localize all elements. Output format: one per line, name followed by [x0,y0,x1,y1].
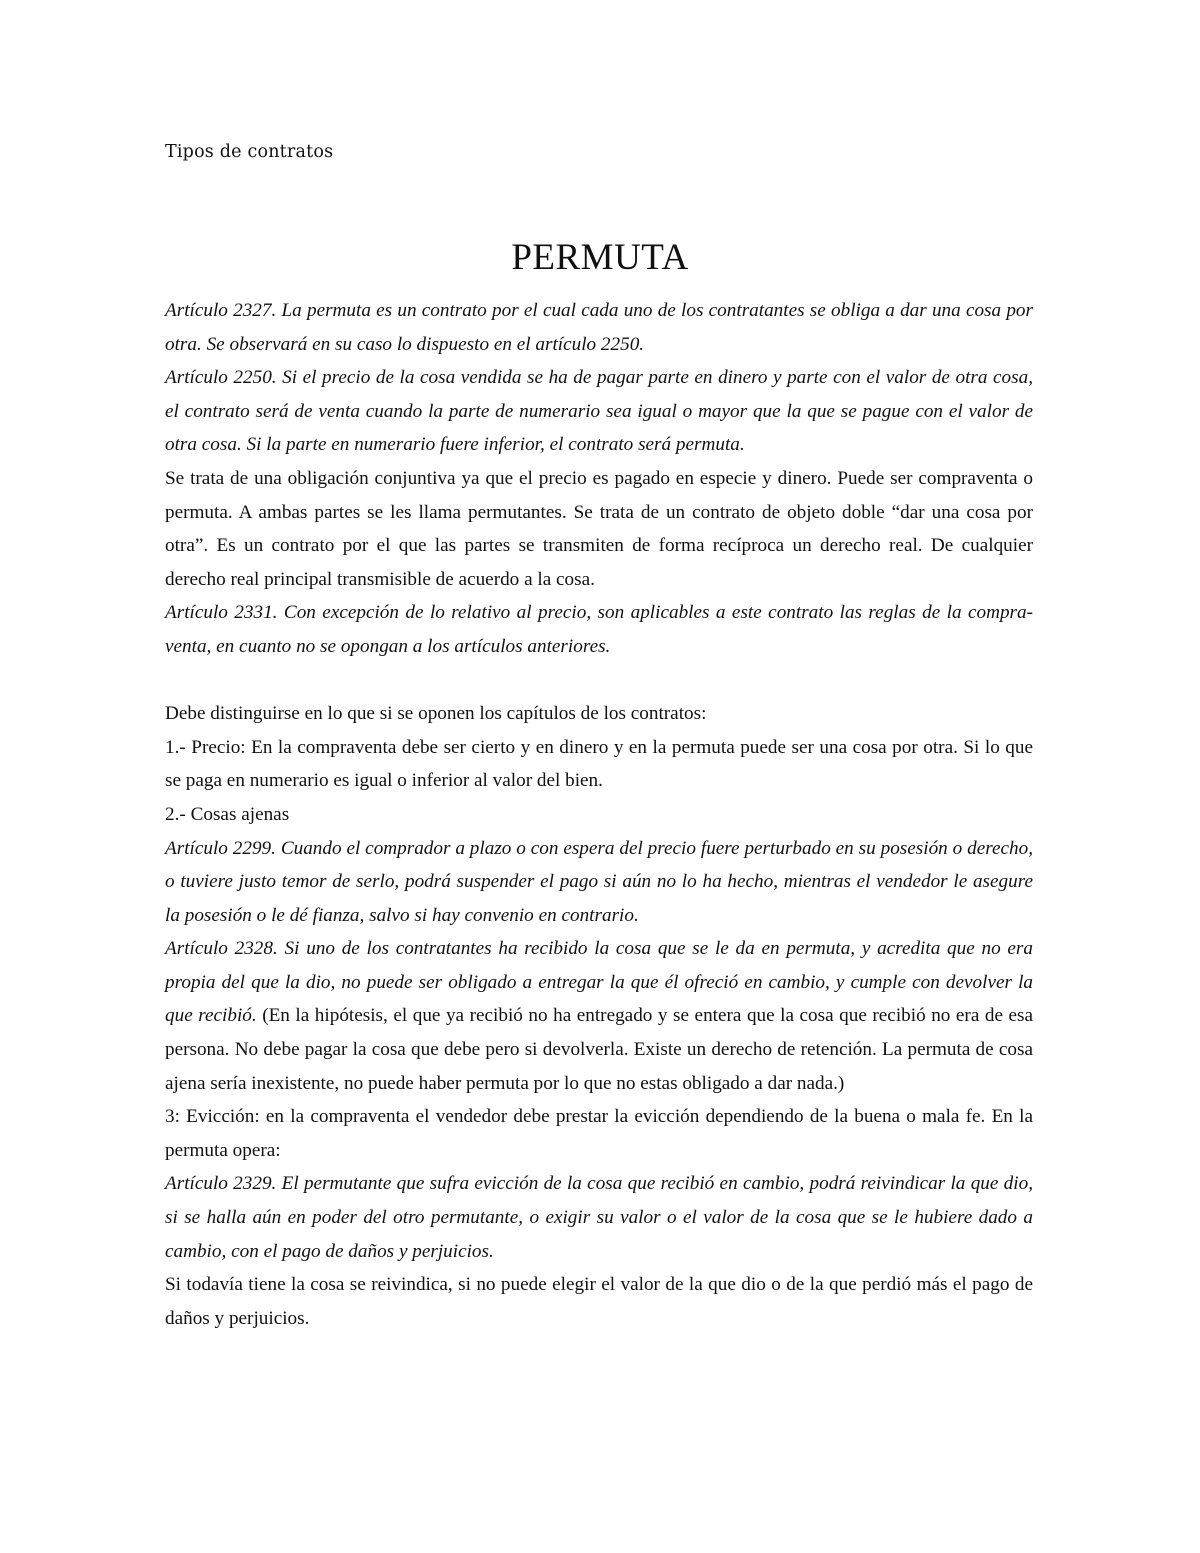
paragraph-eviccion: 3: Evicción: en la compraventa el vendedor debe prestar la evicción dependiendo de la buena o mala fe. En la permuta opera: [165,1106,1033,1161]
article-2328-commentary: (En la hipótesis, el que ya recibió no ha entregado y se entera que la cosa que recibió no era de esa persona. No debe pagar la cosa que debe pero si devolverla. Existe un derecho de retención. La permuta de cosa ajena sería inexistente, no puede haber permuta por lo que no estas obligado a dar nada.) [165,1005,1033,1094]
paragraph-cosas-ajenas: 2.- Cosas ajenas [165,803,290,825]
document-body [165,294,1033,1335]
paragraph-obligacion-conjuntiva: Se trata de una obligación conjuntiva ya que el precio es pagado en especie y dinero. Puede ser compraventa o permuta. A ambas partes se les llama permutantes. Se trata de un contrato de objeto doble “dar una cosa por otra”. Es un contrato por el que las partes se transmiten de forma recíproca un derecho real. De cualquier derecho real principal transmisible de acuerdo a la cosa. [165,467,1033,590]
paragraph-spacer [165,664,1033,698]
article-2328-quote: Artículo 2328. Si uno de los contratantes ha recibido la cosa que se le da en permuta, y acredita que no era propia del que la dio, no puede ser obligado a entregar la que él ofreció en cambio, y cumple con devolver la que recibió. [165,938,1033,1027]
paragraph-article-2327: Artículo 2327. La permuta es un contrato por el cual cada uno de los contratantes se obliga a dar una cosa por otra. Se observará en su caso lo dispuesto en el artículo 2250. [165,300,1033,355]
paragraph-reivindica: Si todavía tiene la cosa se reivindica, si no puede elegir el valor de la que dio o de la que perdió más el pago de daños y perjuicios. [165,1274,1033,1329]
paragraph-article-2250: Artículo 2250. Si el precio de la cosa vendida se ha de pagar parte en dinero y parte con el valor de otra cosa, el contrato será de venta cuando la parte de numerario sea igual o mayor que la que se pague con el valor de otra cosa. Si la parte en numerario fuere inferior, el contrato será permuta. [165,367,1033,456]
document-title: PERMUTA [511,237,689,278]
paragraph-article-2299: Artículo 2299. Cuando el comprador a plazo o con espera del precio fuere perturbado en su posesión o derecho, o tuviere justo temor de serlo, podrá suspender el pago si aún no lo ha hecho, mientras el vendedor le asegure la posesión o le dé fianza, salvo si hay convenio en contrario. [165,837,1033,926]
paragraph-article-2328 [165,932,1033,1100]
paragraph-precio: 1.- Precio: En la compraventa debe ser cierto y en dinero y en la permuta puede ser una cosa por otra. Si lo que se paga en numerario es igual o inferior al valor del bien. [165,736,1033,792]
paragraph-article-2331: Artículo 2331. Con excepción de lo relativo al precio, son aplicables a este contrato las reglas de la compra-venta, en cuanto no se opongan a los artículos anteriores. [165,602,1033,657]
paragraph-article-2329: Artículo 2329. El permutante que sufra evicción de la cosa que recibió en cambio, podrá reivindicar la que dio, si se halla aún en poder del otro permutante, o exigir su valor o el valor de la cosa que se le hubiere dado a cambio, con el pago de daños y perjuicios. [165,1173,1033,1262]
paragraph-distinguirse: Debe distinguirse en lo que si se oponen los capítulos de los contratos: [165,703,707,725]
document-header-label: Tipos de contratos [165,142,334,162]
